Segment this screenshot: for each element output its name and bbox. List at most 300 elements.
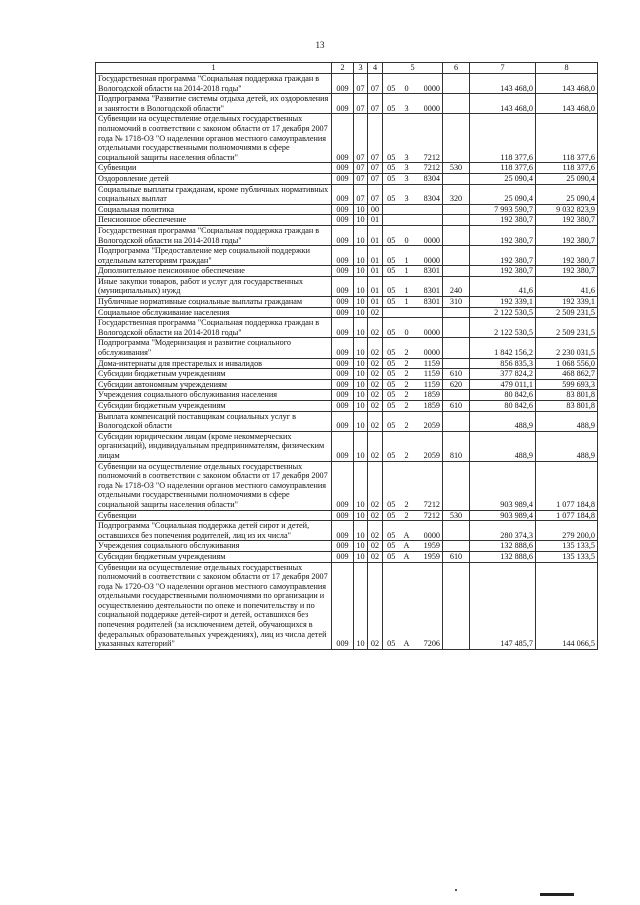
table-row — [96, 114, 598, 163]
gr-code: 009 — [332, 411, 354, 431]
csr-direction: 8301 — [414, 297, 443, 308]
row-name: Дополнительное пенсионное обеспечение — [96, 266, 332, 277]
pr-code: 01 — [368, 246, 383, 266]
rz-code: 10 — [354, 358, 368, 369]
csr-program: 05 — [383, 369, 400, 380]
amount-2016: 147 485,7 — [470, 562, 536, 649]
amount-2017: 143 468,0 — [536, 74, 598, 94]
scan-mark — [540, 893, 574, 896]
csr-subprogram: 2 — [400, 390, 414, 401]
csr-direction: 0000 — [414, 521, 443, 541]
csr-subprogram: 3 — [400, 163, 414, 174]
table-row — [96, 318, 598, 338]
gr-code: 009 — [332, 94, 354, 114]
row-name: Учреждения социального обслуживания населения — [96, 390, 332, 401]
csr-direction — [414, 307, 443, 318]
amount-2017: 83 801,8 — [536, 401, 598, 412]
pr-code: 07 — [368, 114, 383, 163]
pr-code: 02 — [368, 379, 383, 390]
table-row — [96, 379, 598, 390]
rz-code: 10 — [354, 297, 368, 308]
rz-code: 10 — [354, 276, 368, 296]
gr-code: 009 — [332, 551, 354, 562]
amount-2016: 192 380,7 — [470, 225, 536, 245]
vr-code — [443, 225, 470, 245]
table-row — [96, 276, 598, 296]
amount-2017: 488,9 — [536, 411, 598, 431]
csr-subprogram: 1 — [400, 276, 414, 296]
amount-2017: 83 801,8 — [536, 390, 598, 401]
table-row — [96, 401, 598, 412]
amount-2017: 192 380,7 — [536, 246, 598, 266]
row-name: Подпрограмма "Модернизация и развитие социального обслуживания" — [96, 338, 332, 358]
csr-direction: 7212 — [414, 461, 443, 510]
rz-code: 10 — [354, 204, 368, 215]
gr-code: 009 — [332, 215, 354, 226]
amount-2017: 9 032 823,9 — [536, 204, 598, 215]
gr-code: 009 — [332, 163, 354, 174]
csr-program: 05 — [383, 411, 400, 431]
row-name: Субсидии юридическим лицам (кроме некоммерческих организаций), индивидуальным предпринимателям, физическим лицам — [96, 431, 332, 461]
amount-2017: 1 068 556,0 — [536, 358, 598, 369]
rz-code: 10 — [354, 266, 368, 277]
rz-code: 07 — [354, 163, 368, 174]
gr-code: 009 — [332, 369, 354, 380]
pr-code: 02 — [368, 358, 383, 369]
row-name: Подпрограмма "Социальная поддержка детей сирот и детей, оставшихся без попечения родителей, лиц из их числа" — [96, 521, 332, 541]
amount-2016: 80 842,6 — [470, 390, 536, 401]
pr-code: 02 — [368, 562, 383, 649]
csr-subprogram: 2 — [400, 431, 414, 461]
row-name: Публичные нормативные социальные выплаты гражданам — [96, 297, 332, 308]
csr-program: 05 — [383, 562, 400, 649]
vr-code — [443, 338, 470, 358]
amount-2016: 488,9 — [470, 431, 536, 461]
csr-program: 05 — [383, 338, 400, 358]
csr-program: 05 — [383, 297, 400, 308]
gr-code: 009 — [332, 114, 354, 163]
gr-code: 009 — [332, 510, 354, 521]
gr-code: 009 — [332, 266, 354, 277]
rz-code: 07 — [354, 184, 368, 204]
amount-2017: 192 380,7 — [536, 215, 598, 226]
rz-code: 10 — [354, 510, 368, 521]
csr-program — [383, 204, 400, 215]
csr-program: 05 — [383, 173, 400, 184]
pr-code: 02 — [368, 318, 383, 338]
amount-2017: 25 090,4 — [536, 173, 598, 184]
rz-code: 10 — [354, 338, 368, 358]
csr-subprogram: 0 — [400, 318, 414, 338]
amount-2016: 192 380,7 — [470, 246, 536, 266]
pr-code: 07 — [368, 173, 383, 184]
row-name: Субвенции на осуществление отдельных государственных полномочий в соответствии с законом области от 17 декабря 2007 года № 1718-ОЗ "О наделении органов местного самоуправления отдельными государственными полномочиями в сфере социальной защиты населения области" — [96, 114, 332, 163]
row-name: Субсидии бюджетным учреждениям — [96, 369, 332, 380]
csr-program: 05 — [383, 541, 400, 552]
pr-code: 02 — [368, 431, 383, 461]
amount-2017: 135 133,5 — [536, 551, 598, 562]
pr-code: 02 — [368, 510, 383, 521]
amount-2016: 192 339,1 — [470, 297, 536, 308]
csr-subprogram: А — [400, 521, 414, 541]
rz-code: 10 — [354, 411, 368, 431]
csr-direction: 0000 — [414, 246, 443, 266]
rz-code: 10 — [354, 379, 368, 390]
vr-code — [443, 358, 470, 369]
amount-2016: 41,6 — [470, 276, 536, 296]
gr-code: 009 — [332, 276, 354, 296]
csr-direction: 1959 — [414, 541, 443, 552]
row-name: Подпрограмма "Развитие системы отдыха детей, их оздоровления и занятости в Вологодской области" — [96, 94, 332, 114]
amount-2016: 903 989,4 — [470, 510, 536, 521]
amount-2016: 903 989,4 — [470, 461, 536, 510]
csr-direction: 1159 — [414, 358, 443, 369]
amount-2016: 377 824,2 — [470, 369, 536, 380]
table-row — [96, 266, 598, 277]
amount-2017: 2 509 231,5 — [536, 318, 598, 338]
csr-subprogram: А — [400, 551, 414, 562]
pr-code: 02 — [368, 390, 383, 401]
csr-subprogram — [400, 204, 414, 215]
csr-subprogram: 2 — [400, 510, 414, 521]
row-name: Субсидии бюджетным учреждениям — [96, 401, 332, 412]
vr-code — [443, 266, 470, 277]
table-row — [96, 338, 598, 358]
amount-2016: 143 468,0 — [470, 74, 536, 94]
row-name: Социальное обслуживание населения — [96, 307, 332, 318]
pr-code: 00 — [368, 204, 383, 215]
amount-2017: 41,6 — [536, 276, 598, 296]
row-name: Субсидии бюджетным учреждениям — [96, 551, 332, 562]
amount-2017: 599 693,3 — [536, 379, 598, 390]
pr-code: 02 — [368, 461, 383, 510]
vr-code — [443, 521, 470, 541]
vr-code: 620 — [443, 379, 470, 390]
row-name: Подпрограмма "Предоставление мер социальной поддержки отдельным категориям граждан" — [96, 246, 332, 266]
csr-program — [383, 215, 400, 226]
row-name: Выплата компенсаций поставщикам социальных услуг в Вологодской области — [96, 411, 332, 431]
vr-code: 530 — [443, 163, 470, 174]
pr-code: 02 — [368, 401, 383, 412]
amount-2016: 192 380,7 — [470, 215, 536, 226]
rz-code: 10 — [354, 541, 368, 552]
csr-direction: 1159 — [414, 369, 443, 380]
amount-2017: 118 377,6 — [536, 114, 598, 163]
row-name: Дома-интернаты для престарелых и инвалидов — [96, 358, 332, 369]
rz-code: 10 — [354, 562, 368, 649]
csr-program: 05 — [383, 318, 400, 338]
csr-subprogram: А — [400, 541, 414, 552]
table-row — [96, 74, 598, 94]
row-name: Пенсионное обеспечение — [96, 215, 332, 226]
rz-code: 10 — [354, 401, 368, 412]
amount-2016: 7 993 590,7 — [470, 204, 536, 215]
pr-code: 02 — [368, 541, 383, 552]
amount-2017: 2 509 231,5 — [536, 307, 598, 318]
table-row — [96, 411, 598, 431]
csr-direction: 8304 — [414, 184, 443, 204]
gr-code: 009 — [332, 184, 354, 204]
gr-code: 009 — [332, 461, 354, 510]
amount-2017: 192 380,7 — [536, 225, 598, 245]
csr-program: 05 — [383, 114, 400, 163]
pr-code: 02 — [368, 338, 383, 358]
table-row — [96, 369, 598, 380]
page-number: 13 — [315, 40, 325, 50]
csr-direction — [414, 204, 443, 215]
csr-program: 05 — [383, 246, 400, 266]
gr-code: 009 — [332, 307, 354, 318]
table-row — [96, 358, 598, 369]
amount-2017: 143 468,0 — [536, 94, 598, 114]
amount-2016: 25 090,4 — [470, 184, 536, 204]
budget-table — [95, 62, 598, 650]
gr-code: 009 — [332, 390, 354, 401]
amount-2016: 280 374,3 — [470, 521, 536, 541]
gr-code: 009 — [332, 521, 354, 541]
table-row — [96, 184, 598, 204]
gr-code: 009 — [332, 431, 354, 461]
vr-code — [443, 74, 470, 94]
row-name: Социальные выплаты гражданам, кроме публичных нормативных социальных выплат — [96, 184, 332, 204]
csr-program: 05 — [383, 184, 400, 204]
csr-direction: 0000 — [414, 225, 443, 245]
row-name: Субвенции на осуществление отдельных государственных полномочий в соответствии с законом области от 17 декабря 2007 года № 1718-ОЗ "О наделении органов местного самоуправления отдельными государственными полномочиями в сфере социальной защиты населения области" — [96, 461, 332, 510]
amount-2016: 143 468,0 — [470, 94, 536, 114]
gr-code: 009 — [332, 204, 354, 215]
pr-code: 01 — [368, 276, 383, 296]
vr-code — [443, 562, 470, 649]
gr-code: 009 — [332, 173, 354, 184]
rz-code: 07 — [354, 114, 368, 163]
col-header-rz: 3 — [354, 63, 368, 74]
amount-2016: 25 090,4 — [470, 173, 536, 184]
amount-2017: 2 230 031,5 — [536, 338, 598, 358]
gr-code: 009 — [332, 338, 354, 358]
csr-direction: 2059 — [414, 431, 443, 461]
csr-subprogram: 2 — [400, 379, 414, 390]
csr-direction: 8301 — [414, 276, 443, 296]
vr-code: 530 — [443, 510, 470, 521]
col-header-csr: 5 — [383, 63, 443, 74]
csr-direction: 8304 — [414, 173, 443, 184]
table-row — [96, 173, 598, 184]
csr-program: 05 — [383, 74, 400, 94]
vr-code — [443, 215, 470, 226]
gr-code: 009 — [332, 379, 354, 390]
csr-subprogram: 2 — [400, 401, 414, 412]
csr-direction: 7212 — [414, 163, 443, 174]
pr-code: 01 — [368, 225, 383, 245]
pr-code: 07 — [368, 94, 383, 114]
table-row — [96, 431, 598, 461]
vr-code — [443, 94, 470, 114]
col-header-2017: 8 — [536, 63, 598, 74]
header-row — [96, 63, 598, 74]
amount-2016: 2 122 530,5 — [470, 318, 536, 338]
amount-2017: 192 339,1 — [536, 297, 598, 308]
rz-code: 10 — [354, 215, 368, 226]
vr-code: 610 — [443, 551, 470, 562]
csr-program: 05 — [383, 431, 400, 461]
table-row — [96, 521, 598, 541]
amount-2017: 144 066,5 — [536, 562, 598, 649]
amount-2017: 279 200,0 — [536, 521, 598, 541]
csr-direction: 0000 — [414, 318, 443, 338]
vr-code — [443, 307, 470, 318]
csr-subprogram: 2 — [400, 461, 414, 510]
csr-program: 05 — [383, 401, 400, 412]
pr-code: 07 — [368, 163, 383, 174]
rz-code: 10 — [354, 369, 368, 380]
csr-direction: 1959 — [414, 551, 443, 562]
row-name: Субвенции — [96, 510, 332, 521]
csr-subprogram — [400, 215, 414, 226]
csr-subprogram: 2 — [400, 411, 414, 431]
gr-code: 009 — [332, 358, 354, 369]
table-row — [96, 225, 598, 245]
amount-2016: 856 835,3 — [470, 358, 536, 369]
table-row — [96, 215, 598, 226]
table-row — [96, 246, 598, 266]
csr-subprogram: 0 — [400, 225, 414, 245]
csr-subprogram: 3 — [400, 114, 414, 163]
csr-program: 05 — [383, 551, 400, 562]
rz-code: 07 — [354, 94, 368, 114]
rz-code: 10 — [354, 390, 368, 401]
amount-2017: 488,9 — [536, 431, 598, 461]
col-header-vr: 6 — [443, 63, 470, 74]
csr-subprogram: 1 — [400, 297, 414, 308]
pr-code: 07 — [368, 74, 383, 94]
vr-code: 320 — [443, 184, 470, 204]
pr-code: 02 — [368, 551, 383, 562]
gr-code: 009 — [332, 318, 354, 338]
csr-direction: 7212 — [414, 510, 443, 521]
vr-code: 310 — [443, 297, 470, 308]
csr-program: 05 — [383, 94, 400, 114]
scan-speck — [455, 889, 457, 891]
csr-program: 05 — [383, 521, 400, 541]
amount-2017: 468 862,7 — [536, 369, 598, 380]
csr-program: 05 — [383, 266, 400, 277]
csr-direction: 1859 — [414, 401, 443, 412]
csr-direction — [414, 215, 443, 226]
table-row — [96, 297, 598, 308]
vr-code — [443, 390, 470, 401]
gr-code: 009 — [332, 74, 354, 94]
amount-2017: 192 380,7 — [536, 266, 598, 277]
gr-code: 009 — [332, 246, 354, 266]
csr-program: 05 — [383, 390, 400, 401]
csr-direction: 0000 — [414, 338, 443, 358]
gr-code: 009 — [332, 562, 354, 649]
amount-2017: 1 077 184,8 — [536, 461, 598, 510]
row-name: Социальная политика — [96, 204, 332, 215]
amount-2017: 1 077 184,8 — [536, 510, 598, 521]
csr-program: 05 — [383, 461, 400, 510]
gr-code: 009 — [332, 297, 354, 308]
amount-2016: 2 122 530,5 — [470, 307, 536, 318]
col-header-2016: 7 — [470, 63, 536, 74]
row-name: Учреждения социального обслуживания — [96, 541, 332, 552]
pr-code: 02 — [368, 307, 383, 318]
csr-program: 05 — [383, 163, 400, 174]
row-name: Субвенции на осуществление отдельных государственных полномочий в соответствии с законом области от 17 декабря 2007 года № 1720-ОЗ "О наделении органов местного самоуправления отдельными государственными полномочиями по организации и осуществлению деятельности по опеке и попечительству и по социальной поддержке детей-сирот и детей, оставшихся без попечения родителей (за исключением детей, обучающихся в федеральных образовательных учреждениях), лиц из числа детей указанных категорий" — [96, 562, 332, 649]
csr-program: 05 — [383, 379, 400, 390]
table-row — [96, 204, 598, 215]
row-name: Оздоровление детей — [96, 173, 332, 184]
csr-direction: 1159 — [414, 379, 443, 390]
csr-direction: 0000 — [414, 74, 443, 94]
pr-code: 02 — [368, 521, 383, 541]
row-name: Государственная программа "Социальная поддержка граждан в Вологодской области на 2014-2018 годы" — [96, 318, 332, 338]
rz-code: 07 — [354, 173, 368, 184]
csr-program: 05 — [383, 358, 400, 369]
rz-code: 10 — [354, 431, 368, 461]
pr-code: 02 — [368, 369, 383, 380]
gr-code: 009 — [332, 541, 354, 552]
pr-code: 02 — [368, 411, 383, 431]
vr-code — [443, 246, 470, 266]
csr-program: 05 — [383, 510, 400, 521]
rz-code: 10 — [354, 521, 368, 541]
csr-direction: 7206 — [414, 562, 443, 649]
csr-subprogram — [400, 307, 414, 318]
amount-2016: 192 380,7 — [470, 266, 536, 277]
rz-code: 10 — [354, 318, 368, 338]
vr-code — [443, 461, 470, 510]
amount-2016: 1 842 156,2 — [470, 338, 536, 358]
csr-program — [383, 307, 400, 318]
rz-code: 10 — [354, 307, 368, 318]
rz-code: 10 — [354, 551, 368, 562]
csr-subprogram: 0 — [400, 74, 414, 94]
amount-2016: 132 888,6 — [470, 551, 536, 562]
pr-code: 07 — [368, 184, 383, 204]
csr-direction: 2059 — [414, 411, 443, 431]
csr-subprogram: 3 — [400, 173, 414, 184]
vr-code: 810 — [443, 431, 470, 461]
csr-subprogram: А — [400, 562, 414, 649]
table-row — [96, 541, 598, 552]
vr-code — [443, 541, 470, 552]
csr-subprogram: 2 — [400, 358, 414, 369]
vr-code: 610 — [443, 369, 470, 380]
pr-code: 01 — [368, 297, 383, 308]
vr-code: 240 — [443, 276, 470, 296]
vr-code — [443, 173, 470, 184]
csr-direction: 0000 — [414, 94, 443, 114]
amount-2016: 479 011,1 — [470, 379, 536, 390]
pr-code: 01 — [368, 266, 383, 277]
csr-subprogram: 2 — [400, 338, 414, 358]
vr-code — [443, 411, 470, 431]
gr-code: 009 — [332, 401, 354, 412]
csr-subprogram: 1 — [400, 246, 414, 266]
amount-2016: 118 377,6 — [470, 163, 536, 174]
pr-code: 01 — [368, 215, 383, 226]
row-name: Иные закупки товаров, работ и услуг для государственных (муниципальных) нужд — [96, 276, 332, 296]
amount-2016: 488,9 — [470, 411, 536, 431]
vr-code — [443, 204, 470, 215]
csr-direction: 1859 — [414, 390, 443, 401]
vr-code: 610 — [443, 401, 470, 412]
col-header-gr: 2 — [332, 63, 354, 74]
row-name: Субсидии автономным учреждениям — [96, 379, 332, 390]
csr-program: 05 — [383, 276, 400, 296]
rz-code: 10 — [354, 246, 368, 266]
